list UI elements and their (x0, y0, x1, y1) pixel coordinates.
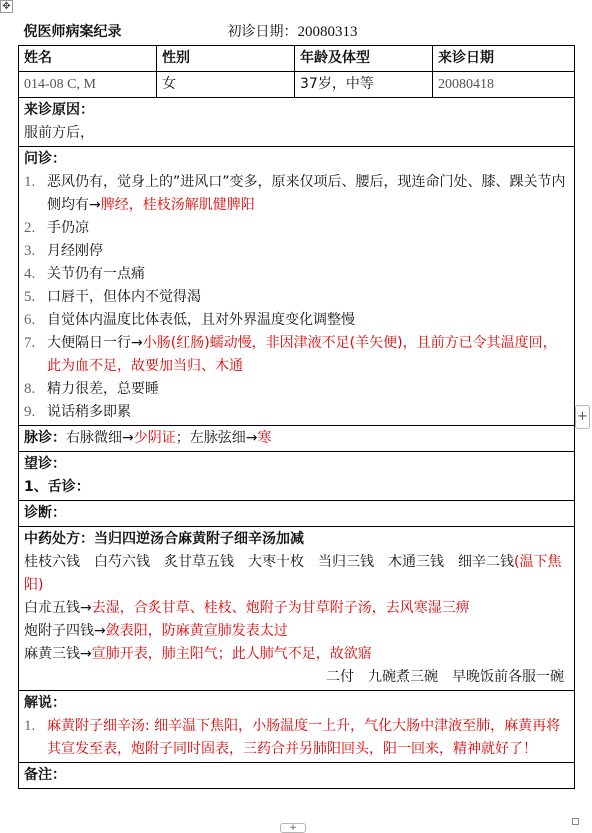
first-visit-label: 初诊日期： (227, 24, 298, 40)
pulse-right-note: 少阴证 (133, 430, 176, 446)
explanation-row (19, 691, 575, 763)
remarks-label: 备注： (19, 763, 575, 789)
table-move-icon[interactable]: ✥ (0, 0, 13, 13)
reason-text: 服前方后， (24, 125, 94, 141)
list-item-text: 月经刚停 (47, 243, 103, 259)
info-value-name: 014-08 C, M (19, 72, 157, 98)
inquiry-label: 问诊： (24, 151, 66, 167)
list-item (24, 309, 569, 332)
add-row-icon[interactable]: + (280, 823, 306, 833)
list-item-text: 大便隔日一行 (47, 335, 131, 351)
info-header-age: 年龄及体型 (295, 46, 433, 72)
add-column-icon[interactable]: + (575, 405, 590, 429)
list-item (24, 240, 569, 263)
list-number: 1. (24, 718, 36, 734)
prescription-line (24, 643, 569, 666)
list-item (24, 401, 569, 424)
inquiry-row (19, 147, 575, 426)
list-number: 9. (24, 404, 36, 420)
prescription-row (19, 527, 575, 691)
herbs-note: (温下焦阳) (24, 554, 562, 593)
arrow-icon: → (80, 646, 92, 662)
table-resize-handle[interactable] (572, 818, 579, 825)
list-item (24, 217, 569, 240)
observation-row (19, 452, 575, 501)
list-number: 8. (24, 381, 36, 397)
explanation-list (24, 715, 569, 761)
pulse-separator: ； (175, 430, 190, 446)
herb-name: 白朮五钱 (24, 600, 80, 616)
record-title: 倪医师病案纪录 (23, 24, 122, 40)
info-value-row (19, 72, 575, 98)
explanation-label: 解说： (24, 695, 66, 711)
list-item-text: 关节仍有一点痛 (47, 266, 145, 282)
list-item (24, 263, 569, 286)
observation-label: 望诊： (24, 456, 66, 472)
list-number: 6. (24, 312, 36, 328)
dosage-line: 二付 九碗煮三碗 早晚饭前各服一碗 (326, 669, 564, 685)
reason-label: 来诊原因： (24, 102, 94, 118)
list-number: 1. (24, 174, 36, 190)
list-item-text: 口唇干，但体内不觉得渴 (47, 289, 201, 305)
list-item-text: 说话稍多即累 (47, 404, 131, 420)
list-number: 3. (24, 243, 36, 259)
list-item-text: 自觉体内温度比体表低，且对外界温度变化调整慢 (47, 312, 355, 328)
list-item (24, 715, 569, 761)
list-item-text: 精力很差，总要睡 (47, 381, 159, 397)
diagnosis-label: 诊断： (19, 501, 575, 527)
pulse-left: 左脉弦细 (189, 430, 246, 446)
pulse-row (19, 426, 575, 452)
herb-name: 炮附子四钱 (24, 623, 94, 639)
herb-note: 宣肺开表，肺主阳气；此人肺气不足，故欲寤 (91, 646, 372, 662)
pulse-label: 脉诊： (24, 430, 66, 446)
list-item (24, 378, 569, 401)
arrow-icon: → (94, 623, 106, 639)
list-item-text: 手仍凉 (47, 220, 89, 236)
prescription-title: 中药处方：当归四逆汤合麻黄附子细辛汤加减 (24, 531, 304, 547)
list-item-note: 脾经，桂枝汤解肌健脾阳 (100, 197, 255, 213)
prescription-line (24, 620, 569, 643)
list-item (24, 171, 569, 217)
list-item-text: 恶风仍有，觉身上的”进风口”变多，原来仅项后、腰后，现连命门处、膝、踝关节内侧均有 (47, 174, 566, 213)
arrow-icon: → (245, 430, 258, 446)
pulse-left-note: 寒 (257, 430, 272, 446)
list-item (24, 332, 569, 378)
arrow-icon: → (80, 600, 92, 616)
herb-note: 去湿，合炙甘草、桂枝、炮附子为甘草附子汤，去风寒湿三痹 (91, 600, 470, 616)
herbs-line (24, 551, 569, 597)
list-item (24, 286, 569, 309)
list-number: 4. (24, 266, 36, 282)
inquiry-list (24, 171, 569, 424)
diagnosis-row (19, 501, 575, 527)
first-visit-date: 20080313 (297, 24, 358, 40)
info-header-name: 姓名 (19, 46, 157, 72)
list-item-note: 小肠(红肠)蠕动慢，非因津液不足(羊矢便)，且前方已令其温度回，此为血不足，故要加当归、木通 (47, 335, 557, 374)
list-number: 7. (24, 335, 36, 351)
info-header-row (19, 46, 575, 72)
list-number: 5. (24, 289, 36, 305)
explanation-text: 麻黄附子细辛汤: 细辛温下焦阳，小肠温度一上升，气化大肠中津液至肺，麻黄再将其宣发至表，炮附子同时固表，三药合并另肺阳回头，阳一回来，精神就好了！ (47, 718, 561, 757)
info-header-visit-date: 来诊日期 (433, 46, 575, 72)
reason-row (19, 98, 575, 147)
herbs-text: 桂枝六钱 白芍六钱 炙甘草五钱 大枣十枚 当归三钱 木通三钱 细辛二钱 (24, 554, 514, 570)
info-value-visit-date: 20080418 (433, 72, 575, 98)
title-row (19, 20, 575, 46)
info-value-age: 37岁，中等 (295, 72, 433, 98)
pulse-right: 右脉微细 (66, 430, 122, 446)
info-header-gender: 性别 (157, 46, 295, 72)
case-record-table (18, 20, 575, 789)
tongue-label: 1、舌诊： (24, 479, 90, 495)
list-number: 2. (24, 220, 36, 236)
remarks-row (19, 763, 575, 789)
arrow-icon: → (122, 430, 134, 446)
arrow-icon: → (131, 335, 143, 351)
herb-note: 敛表阳，防麻黄宣肺发表太过 (105, 623, 288, 639)
prescription-line (24, 597, 569, 620)
info-value-gender: 女 (157, 72, 295, 98)
arrow-icon: → (89, 197, 101, 213)
herb-name: 麻黄三钱 (24, 646, 80, 662)
